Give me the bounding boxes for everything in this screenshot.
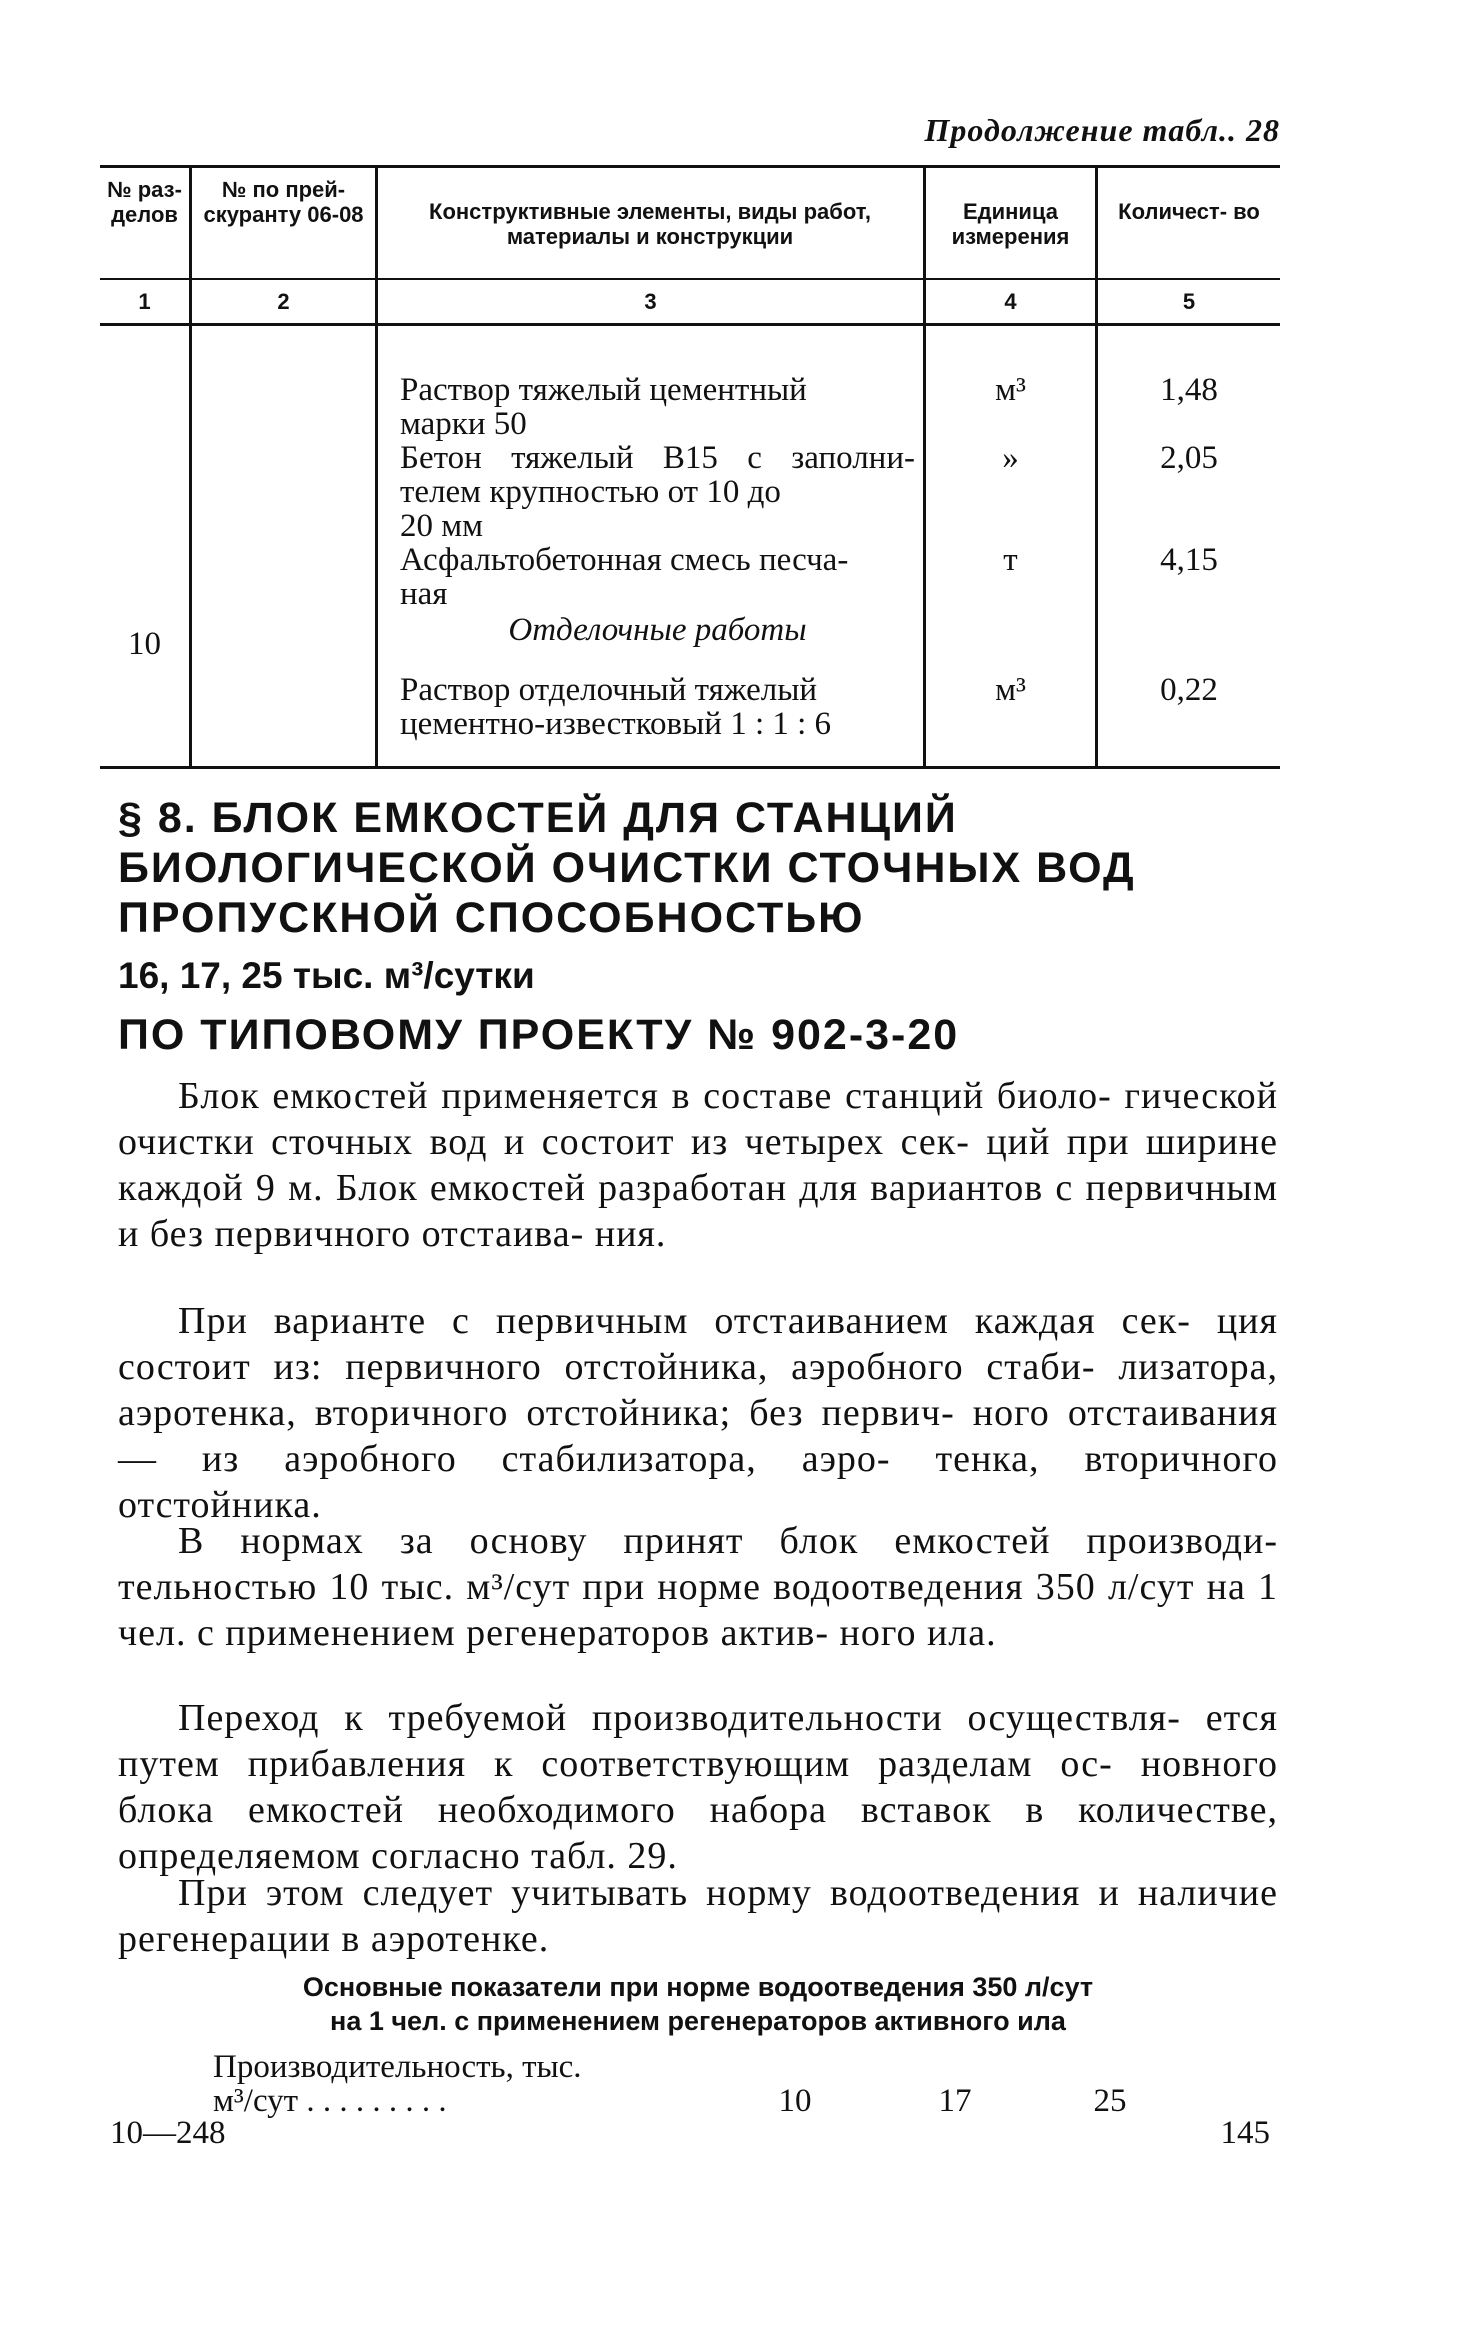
column-number: 3 xyxy=(644,289,657,314)
paragraph: При варианте с первичным отстаиванием каждая сек- ция состоит из: первичного отстойника, аэробного стаби- лизатора, аэротенка, вторичного отстойника; без первич- ного отстаивания — из аэробного стабилизатора, аэро- тенка, вторичного отстойника. xyxy=(118,1300,1278,1526)
section-project: ПО ТИПОВОМУ ПРОЕКТУ № 902-3-20 xyxy=(118,1011,960,1059)
header-unit: Единица измерения xyxy=(951,199,1070,249)
materials-table xyxy=(100,165,1280,770)
page-number: 145 xyxy=(1220,2115,1270,2151)
section-number-cell: 10 xyxy=(128,626,161,662)
row-quantity: 0,22 xyxy=(1160,672,1218,708)
indicator-label-cont: м³/сут . . . . . . . . . xyxy=(213,2083,447,2119)
section-capacity: 16, 17, 25 тыс. м³/сутки xyxy=(118,955,535,996)
section-title: § 8. БЛОК ЕМКОСТЕЙ ДЛЯ СТАНЦИЙ БИОЛОГИЧЕСКОЙ ОЧИСТКИ СТОЧНЫХ ВОД ПРОПУСКНОЙ СПОСОБНОСТЬЮ xyxy=(118,794,1136,942)
indicators-caption-line-1: Основные показатели при норме водоотведения 350 л/сут xyxy=(302,1972,1094,2002)
row-quantity: 2,05 xyxy=(1160,440,1218,476)
indicator-value: 25 xyxy=(1093,2083,1127,2119)
row-description: Бетон тяжелый В15 с заполни- телем крупностью от 10 до xyxy=(400,440,915,510)
paragraph: Переход к требуемой производительности осуществля- ется путем прибавления к соответствующим разделам ос- новного блока емкостей необходимого набора вставок в количестве, определяемом согласно табл. 29. xyxy=(118,1697,1278,1877)
footer-sheet-code: 10—248 xyxy=(110,2115,226,2151)
row-description: Раствор тяжелый цементный xyxy=(400,372,807,408)
column-divider xyxy=(189,165,192,766)
column-divider xyxy=(375,165,378,766)
header-rule xyxy=(100,278,1280,280)
header-section-no: № раз- делов xyxy=(107,177,182,227)
header-description: Конструктивные элементы, виды работ, материалы и конструкции xyxy=(429,199,871,249)
indicator-label: Производительность, тыс. xyxy=(213,2049,582,2085)
column-number: 2 xyxy=(277,289,290,314)
row-quantity: 1,48 xyxy=(1160,372,1218,408)
row-description-cont: ная xyxy=(400,576,448,612)
row-description-cont: марки 50 xyxy=(400,406,527,442)
row-unit: т xyxy=(1003,542,1018,578)
row-description-cont: 20 мм xyxy=(400,508,484,544)
column-number: 5 xyxy=(1182,289,1196,314)
column-number: 4 xyxy=(1004,289,1017,314)
table-top-rule xyxy=(100,165,1280,168)
header-quantity: Количест- во xyxy=(1118,199,1260,224)
row-unit: м³ xyxy=(995,672,1026,708)
paragraph: При этом следует учитывать норму водоотведения и наличие регенерации в аэротенке. xyxy=(118,1872,1278,1960)
continuation-label: Продолжение табл.. 28 xyxy=(924,112,1280,148)
table-subheading: Отделочные работы xyxy=(508,612,807,648)
row-unit: м³ xyxy=(995,372,1026,408)
paragraph: Блок емкостей применяется в составе станций биоло- гической очистки сточных вод и состоит из четырех сек- ций при ширине каждой 9 м. Блок емкостей разработан для вариантов с первичным и без первичного отстаива- ния. xyxy=(118,1075,1278,1255)
row-unit: » xyxy=(1002,440,1019,476)
row-description: Асфальтобетонная смесь песча- xyxy=(400,542,849,578)
row-quantity: 4,15 xyxy=(1160,542,1218,578)
table-bottom-rule xyxy=(100,766,1280,769)
paragraph: В нормах за основу принят блок емкостей производи- тельностью 10 тыс. м³/сут при норме водоотведения 350 л/сут на 1 чел. с применением регенераторов актив- ного ила. xyxy=(118,1520,1278,1654)
indicator-value: 17 xyxy=(938,2083,972,2119)
row-description-cont: цементно-известковый 1 : 1 : 6 xyxy=(400,706,832,742)
header-price-list-no: № по прей- скуранту 06-08 xyxy=(203,177,364,227)
numbers-rule xyxy=(100,323,1280,326)
column-number: 1 xyxy=(138,289,151,314)
indicators-caption-line-2: на 1 чел. с применением регенераторов активного ила xyxy=(330,2006,1066,2036)
indicator-value: 10 xyxy=(778,2083,812,2119)
row-description: Раствор отделочный тяжелый xyxy=(400,672,818,708)
